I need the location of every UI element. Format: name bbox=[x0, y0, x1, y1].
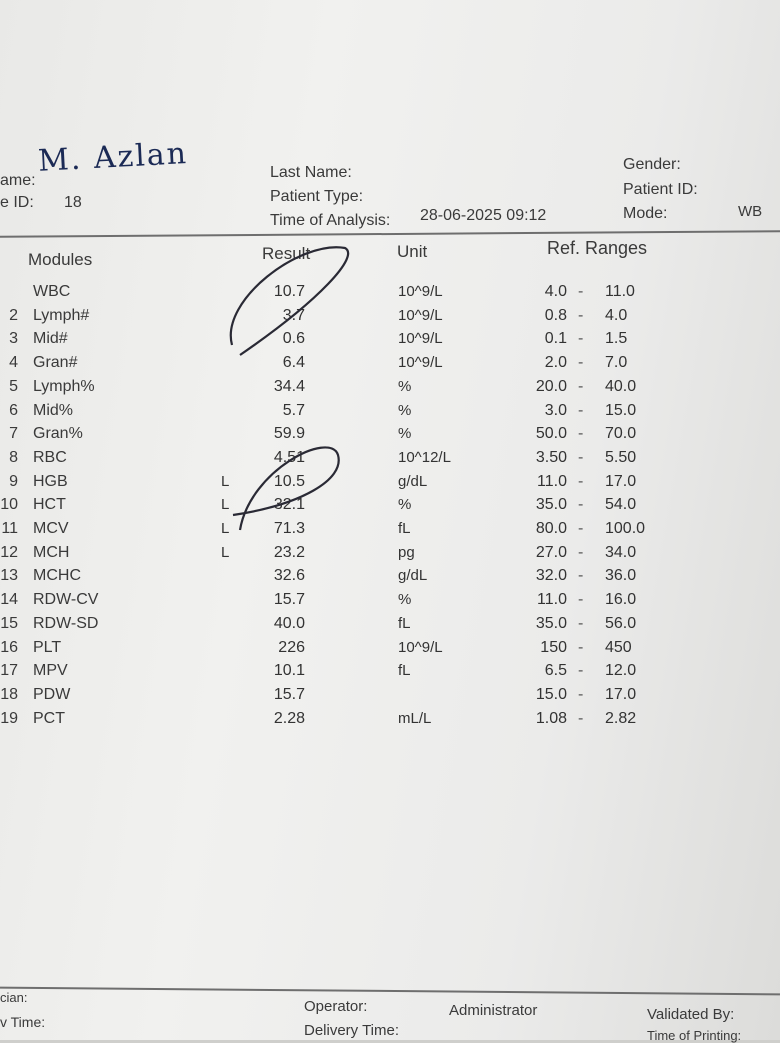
ref-range-high: 5.50 bbox=[605, 448, 637, 466]
result-flag: L bbox=[221, 520, 230, 537]
ref-range-low: 20.0 bbox=[535, 377, 567, 395]
handwritten-patient-name: M. Azlan bbox=[37, 136, 189, 179]
result-value: 4.51 bbox=[273, 448, 305, 466]
ref-range-dash: - bbox=[578, 472, 584, 490]
row-index: 19 bbox=[0, 709, 18, 727]
ref-range-high: 11.0 bbox=[605, 283, 635, 300]
ref-range-high: 100.0 bbox=[605, 520, 646, 537]
result-value: 3.7 bbox=[282, 306, 305, 324]
result-value: 59.9 bbox=[273, 425, 305, 443]
result-unit: % bbox=[398, 496, 412, 514]
ref-range-low: 15.0 bbox=[535, 685, 567, 703]
result-unit: % bbox=[398, 425, 412, 443]
ref-range-high: 7.0 bbox=[605, 354, 628, 372]
module-name: HCT bbox=[33, 496, 66, 514]
result-unit: % bbox=[398, 591, 412, 609]
time-of-analysis-label: Time of Analysis: bbox=[270, 212, 391, 229]
gender-label: Gender: bbox=[623, 156, 681, 173]
ref-range-dash: - bbox=[578, 354, 584, 372]
ref-range-dash: - bbox=[578, 283, 584, 300]
result-unit: pg bbox=[398, 543, 415, 561]
row-index: 7 bbox=[9, 425, 18, 443]
ref-range-high: 2.82 bbox=[605, 709, 637, 727]
ref-range-low: 3.50 bbox=[535, 448, 567, 466]
ref-range-high: 15.0 bbox=[605, 401, 637, 419]
ref-range-dash: - bbox=[578, 377, 584, 395]
time-label: v Time: bbox=[0, 1014, 46, 1030]
module-name: Gran% bbox=[33, 425, 83, 443]
result-unit: g/dL bbox=[398, 472, 428, 490]
ref-range-low: 6.5 bbox=[544, 662, 567, 680]
ref-range-low: 3.0 bbox=[544, 401, 567, 419]
result-value: 23.2 bbox=[273, 543, 305, 561]
ref-range-high: 1.5 bbox=[605, 330, 628, 348]
unit-header: Unit bbox=[397, 242, 428, 261]
result-unit: 10^9/L bbox=[398, 306, 443, 324]
result-unit: 10^9/L bbox=[398, 330, 443, 348]
ref-range-low: 4.0 bbox=[544, 283, 567, 300]
result-flag: L bbox=[221, 472, 230, 490]
ref-range-low: 11.0 bbox=[537, 472, 567, 490]
result-value: 71.3 bbox=[273, 520, 305, 537]
result-unit: 10^12/L bbox=[398, 448, 451, 466]
ref-range-high: 40.0 bbox=[605, 377, 637, 395]
id-label: e ID: bbox=[0, 194, 34, 211]
ref-range-low: 50.0 bbox=[535, 425, 567, 443]
row-index: 3 bbox=[9, 330, 18, 348]
mode-label: Mode: bbox=[623, 205, 668, 222]
ref-range-high: 54.0 bbox=[605, 496, 637, 514]
result-flag: L bbox=[221, 543, 230, 561]
result-value: 10.5 bbox=[273, 472, 305, 490]
module-name: WBC bbox=[33, 283, 71, 300]
result-value: 0.6 bbox=[282, 330, 305, 348]
row-index: 10 bbox=[0, 496, 18, 514]
result-unit: 10^9/L bbox=[398, 638, 443, 656]
ref-range-low: 80.0 bbox=[535, 520, 567, 537]
id-value: 18 bbox=[64, 194, 82, 211]
ref-range-high: 17.0 bbox=[605, 685, 637, 703]
operator-value: Administrator bbox=[449, 1002, 538, 1019]
ref-ranges-header: Ref. Ranges bbox=[547, 238, 648, 258]
module-name: MPV bbox=[33, 662, 68, 680]
ref-range-dash: - bbox=[578, 614, 584, 632]
result-unit: fL bbox=[398, 520, 411, 537]
result-value: 5.7 bbox=[282, 401, 305, 419]
ref-range-low: 32.0 bbox=[535, 567, 567, 585]
patient-id-label: Patient ID: bbox=[623, 181, 698, 198]
result-value: 32.6 bbox=[273, 567, 305, 585]
ref-range-dash: - bbox=[578, 567, 584, 585]
ref-range-high: 17.0 bbox=[605, 472, 637, 490]
result-value: 15.7 bbox=[273, 591, 305, 609]
result-unit: mL/L bbox=[398, 709, 432, 727]
mode-value: WB bbox=[738, 203, 763, 220]
module-name: PCT bbox=[33, 709, 65, 727]
result-value: 6.4 bbox=[282, 354, 305, 372]
ref-range-low: 0.8 bbox=[544, 306, 567, 324]
delivery-time-label: Delivery Time: bbox=[304, 1022, 400, 1039]
module-name: RBC bbox=[33, 448, 67, 466]
result-value: 10.7 bbox=[273, 283, 305, 300]
ref-range-high: 70.0 bbox=[605, 425, 637, 443]
row-index: 13 bbox=[0, 567, 18, 585]
ref-range-dash: - bbox=[578, 520, 584, 537]
module-name: Mid% bbox=[33, 401, 74, 419]
result-unit: 10^9/L bbox=[398, 354, 443, 372]
ref-range-low: 2.0 bbox=[544, 354, 567, 372]
ref-range-low: 11.0 bbox=[537, 591, 567, 609]
result-unit: fL bbox=[398, 662, 411, 680]
module-name: MCH bbox=[33, 543, 70, 561]
result-value: 32.1 bbox=[273, 496, 305, 514]
ref-range-high: 56.0 bbox=[605, 614, 637, 632]
result-flag: L bbox=[221, 496, 230, 514]
module-name: RDW-CV bbox=[33, 591, 99, 609]
result-value: 226 bbox=[278, 638, 305, 656]
operator-label: Operator: bbox=[304, 998, 368, 1015]
result-value: 2.28 bbox=[273, 709, 305, 727]
row-index: 11 bbox=[1, 520, 18, 537]
ref-range-dash: - bbox=[578, 638, 584, 656]
ref-range-low: 35.0 bbox=[535, 496, 567, 514]
result-value: 10.1 bbox=[273, 662, 305, 680]
row-index: 16 bbox=[0, 638, 18, 656]
time-of-analysis-value: 28-06-2025 09:12 bbox=[420, 207, 547, 224]
ref-range-dash: - bbox=[578, 401, 584, 419]
last-name-label: Last Name: bbox=[270, 164, 352, 181]
row-index: 12 bbox=[0, 543, 18, 561]
ref-range-low: 0.1 bbox=[544, 330, 567, 348]
ref-range-high: 36.0 bbox=[605, 567, 637, 585]
ref-range-dash: - bbox=[578, 448, 584, 466]
module-name: HGB bbox=[33, 472, 68, 490]
ref-range-high: 12.0 bbox=[605, 662, 637, 680]
row-index: 6 bbox=[9, 401, 18, 419]
ref-range-low: 1.08 bbox=[535, 709, 567, 727]
result-unit: g/dL bbox=[398, 567, 428, 585]
ref-range-low: 150 bbox=[540, 638, 567, 656]
technician-label: cian: bbox=[0, 990, 28, 1005]
result-value: 15.7 bbox=[273, 685, 305, 703]
ref-range-dash: - bbox=[578, 425, 584, 443]
ref-range-dash: - bbox=[578, 685, 584, 703]
row-index: 18 bbox=[0, 685, 18, 703]
modules-header: Modules bbox=[28, 250, 93, 269]
row-index: 8 bbox=[9, 448, 18, 466]
result-unit: 10^9/L bbox=[398, 283, 443, 300]
result-unit: % bbox=[398, 377, 412, 395]
ref-range-high: 450 bbox=[605, 638, 632, 656]
ref-range-dash: - bbox=[578, 306, 584, 324]
row-index: 5 bbox=[9, 377, 18, 395]
time-of-printing-label: Time of Printing: bbox=[647, 1028, 742, 1043]
module-name: RDW-SD bbox=[33, 614, 99, 632]
ref-range-high: 34.0 bbox=[605, 543, 637, 561]
row-index: 4 bbox=[9, 354, 18, 372]
ref-range-dash: - bbox=[578, 543, 584, 561]
ref-range-high: 4.0 bbox=[605, 306, 628, 324]
name-label: ame: bbox=[0, 172, 36, 189]
module-name: MCHC bbox=[33, 567, 81, 585]
result-unit: fL bbox=[398, 614, 411, 632]
row-index: 2 bbox=[9, 306, 18, 324]
module-name: MCV bbox=[33, 520, 69, 537]
module-name: Lymph% bbox=[33, 377, 95, 395]
ref-range-low: 27.0 bbox=[535, 543, 567, 561]
module-name: PLT bbox=[33, 638, 62, 656]
ref-range-dash: - bbox=[578, 330, 584, 348]
row-index: 15 bbox=[0, 614, 18, 632]
row-index: 9 bbox=[9, 472, 18, 490]
row-index: 14 bbox=[0, 591, 18, 609]
module-name: Gran# bbox=[33, 354, 78, 372]
ref-range-dash: - bbox=[578, 709, 584, 727]
result-unit: % bbox=[398, 401, 412, 419]
validated-by-label: Validated By: bbox=[647, 1006, 735, 1023]
ref-range-dash: - bbox=[578, 662, 584, 680]
row-index: 17 bbox=[0, 662, 18, 680]
ref-range-high: 16.0 bbox=[605, 591, 637, 609]
ref-range-low: 35.0 bbox=[535, 614, 567, 632]
module-name: Lymph# bbox=[33, 306, 90, 324]
patient-type-label: Patient Type: bbox=[270, 188, 364, 205]
module-name: Mid# bbox=[33, 330, 68, 348]
result-value: 40.0 bbox=[273, 614, 305, 632]
result-value: 34.4 bbox=[273, 377, 305, 395]
result-header: Result bbox=[262, 244, 311, 263]
ref-range-dash: - bbox=[578, 496, 584, 514]
module-name: PDW bbox=[33, 685, 71, 703]
ref-range-dash: - bbox=[578, 591, 584, 609]
